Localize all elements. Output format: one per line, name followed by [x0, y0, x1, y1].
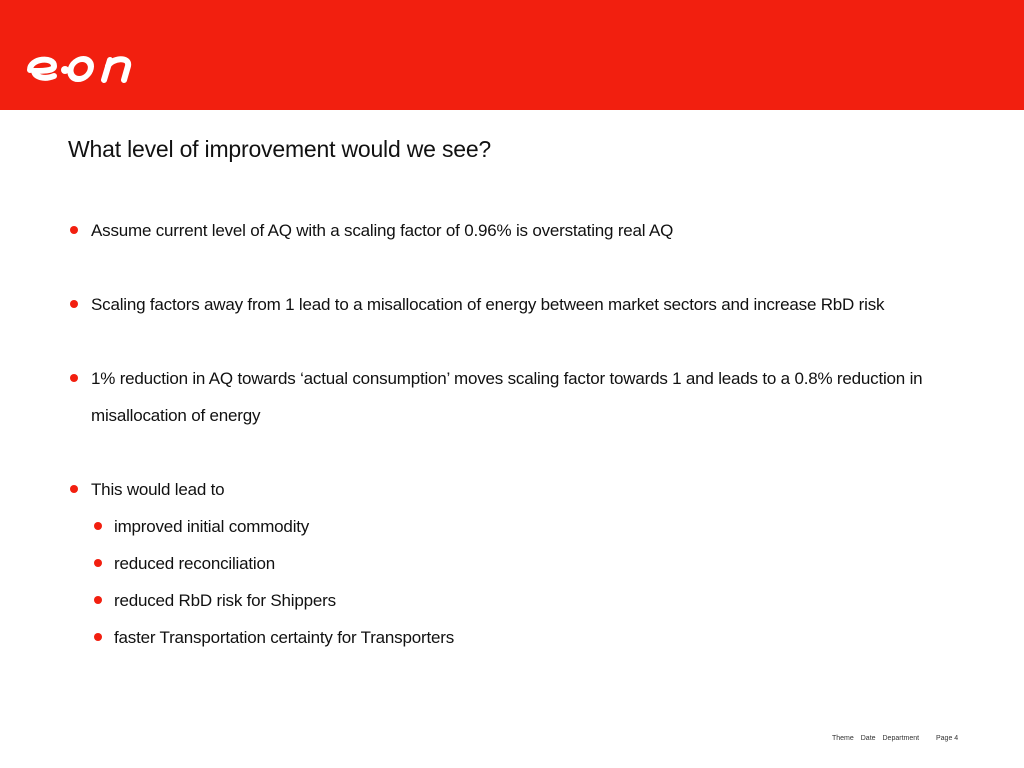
sub-bullet-text: reduced RbD risk for Shippers [114, 591, 336, 610]
bullet-text: Assume current level of AQ with a scaling factor of 0.96% is overstating real AQ [91, 221, 674, 240]
bullet-dot-icon [94, 522, 102, 530]
sub-bullet-item [68, 545, 968, 582]
sub-bullet-item [68, 619, 968, 656]
bullet-item [68, 360, 968, 434]
bullet-dot-icon [94, 559, 102, 567]
slide-title: What level of improvement would we see? [68, 136, 492, 162]
sub-bullet-text: improved initial commodity [114, 517, 310, 536]
bullet-dot-icon [70, 374, 78, 382]
bullet-dot-icon [70, 485, 78, 493]
bullet-list [68, 212, 968, 656]
bullet-item [68, 471, 968, 508]
bullet-dot-icon [94, 596, 102, 604]
sub-bullet-item [68, 508, 968, 545]
sub-bullet-text: faster Transportation certainty for Transporters [114, 628, 454, 647]
footer-meta [832, 735, 924, 742]
bullet-text: 1% reduction in AQ towards ‘actual consumption’ moves scaling factor towards 1 and leads to a 0.8% reduction in misallocation of energy [91, 369, 923, 425]
sub-bullet-list [68, 508, 968, 656]
bullet-dot-icon [70, 226, 78, 234]
footer-department: Department [882, 735, 920, 742]
bullet-dot-icon [94, 633, 102, 641]
footer-theme: Theme [832, 735, 854, 742]
bullet-item [68, 212, 968, 249]
footer-date: Date [860, 735, 876, 742]
sub-bullet-text: reduced reconciliation [114, 554, 275, 573]
header-bar [0, 0, 1024, 110]
sub-bullet-item [68, 582, 968, 619]
eon-logo [20, 44, 160, 92]
bullet-item [68, 286, 968, 323]
bullet-dot-icon [70, 300, 78, 308]
logo-text [20, 92, 21, 93]
bullet-text: This would lead to [91, 480, 225, 499]
bullet-text: Scaling factors away from 1 lead to a misallocation of energy between market sectors and increase RbD risk [91, 295, 885, 314]
eon-logo-mark [20, 44, 160, 92]
footer-page-number: Page 4 [936, 735, 959, 742]
